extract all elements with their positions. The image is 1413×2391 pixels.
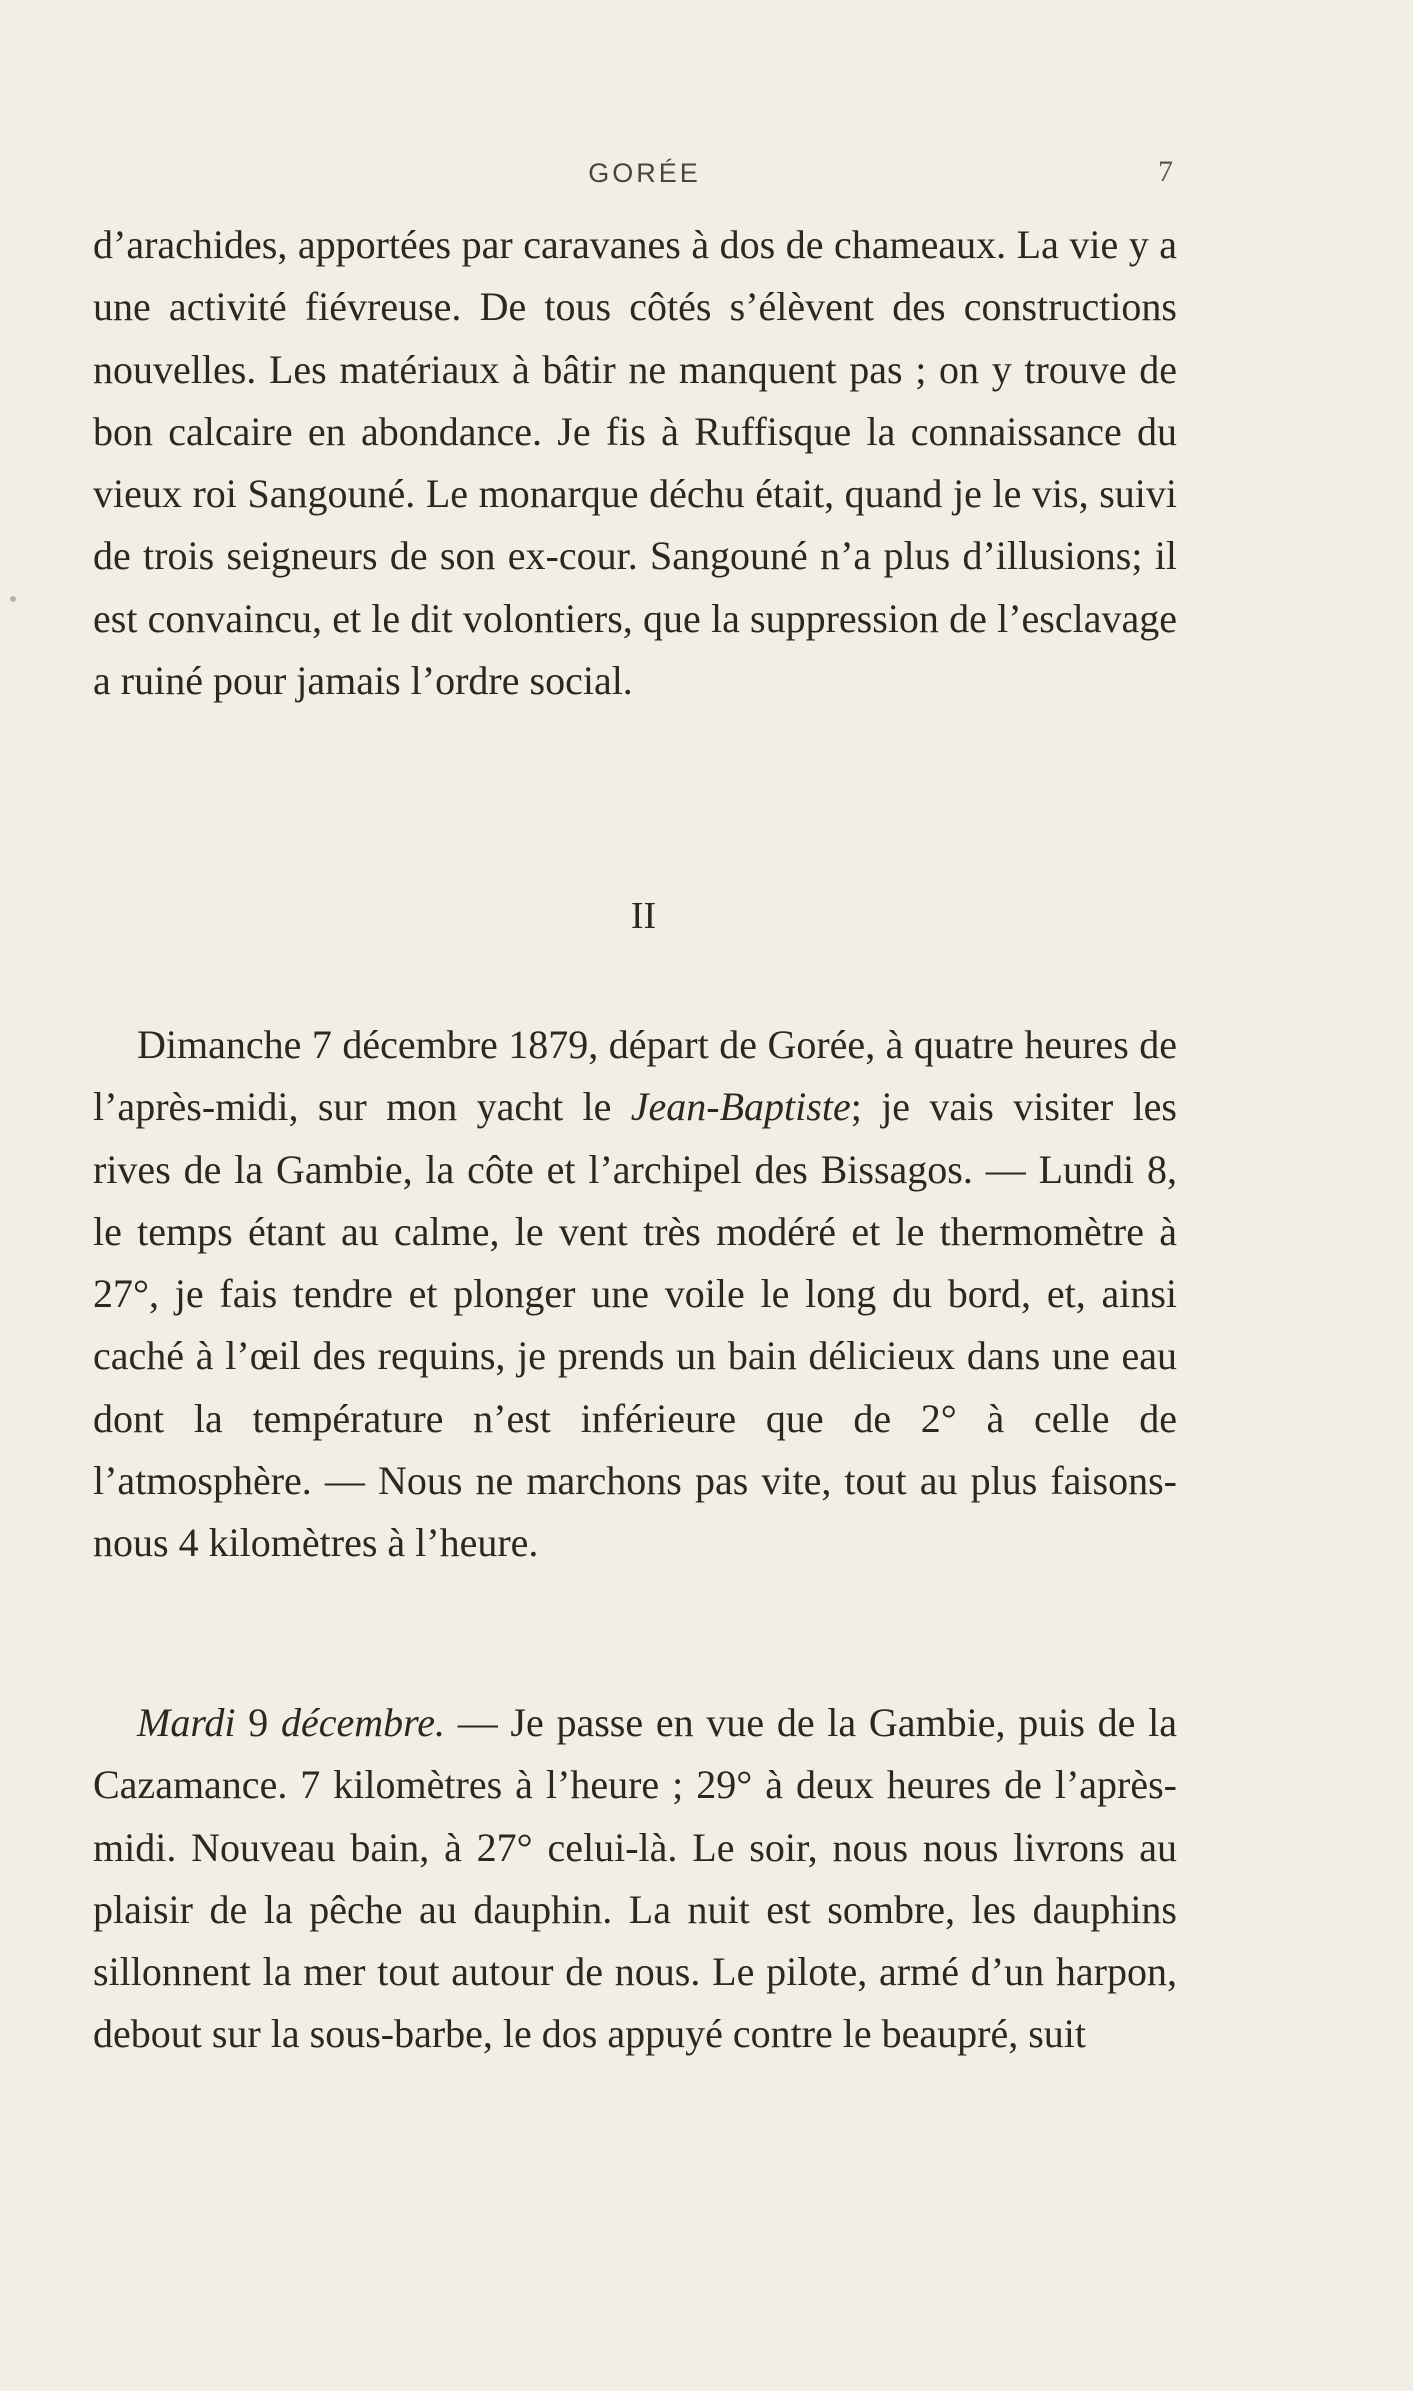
paragraph-3-text: — Je passe en vue de la Gambie, puis de la Cazamance. 7 kilomètres à l’heure ; 29° à deux heures de l’après-midi. Nouveau bain, à 27° celui-là. Le soir, nous nous livrons au plaisir de la pêche au dauphin. La nuit est sombre, les dauphins sillonnent la mer tout autour de nous. Le pilote, armé d’un harpon, debout sur la sous-barbe, le dos appuyé contre le beaupré, suit xyxy=(93,1700,1178,2057)
paragraph-2 xyxy=(93,1014,1177,1575)
page-number: 7 xyxy=(1158,155,1173,188)
date-month: décembre. xyxy=(280,1700,445,1745)
paragraph-2-text-b: ; je vais visiter les rives de la Gambie, la côte et l’archipel des Bissagos. — Lundi 8, le temps étant au calme, le vent très modéré et le thermomètre à 27°, je fais tendre et plonger une voile le long du bord, et, ainsi caché à l’œil des requins, je prends un bain délicieux dans une eau dont la température n’est inférieure que de 2° à celle de l’atmosphère. — Nous ne marchons pas vite, tout au plus faisons-nous 4 kilomètres à l’heure. xyxy=(93,1084,1177,1566)
paper-smudge xyxy=(10,596,16,602)
ship-name: Jean-Baptiste xyxy=(630,1084,851,1130)
running-title: GORÉE xyxy=(588,158,701,188)
paragraph-2-text-a: Dimanche 7 décembre 1879, départ de Gorée, à quatre heures de l’après-midi, sur mon yacht le xyxy=(93,1022,1177,1130)
date-day: Mardi xyxy=(137,1700,236,1745)
paragraph-1: d’arachides, apportées par caravanes à dos de chameaux. La vie y a une activité fiévreuse. De tous côtés s’élèvent des constructions nouvelles. Les matériaux à bâtir ne manquent pas ; on y trouve de bon calcaire en abondance. Je fis à Ruffisque la connaissance du vieux roi Sangouné. Le monarque déchu était, quand je le vis, suivi de trois seigneurs de son ex-cour. Sangouné n’a plus d’illusions; il est convaincu, et le dit volontiers, que la suppression de l’esclavage a ruiné pour jamais l’ordre social. xyxy=(93,222,1177,704)
date-number: 9 xyxy=(235,1700,281,1745)
paragraph-3 xyxy=(93,1692,1177,2066)
section-heading: II xyxy=(630,895,657,937)
